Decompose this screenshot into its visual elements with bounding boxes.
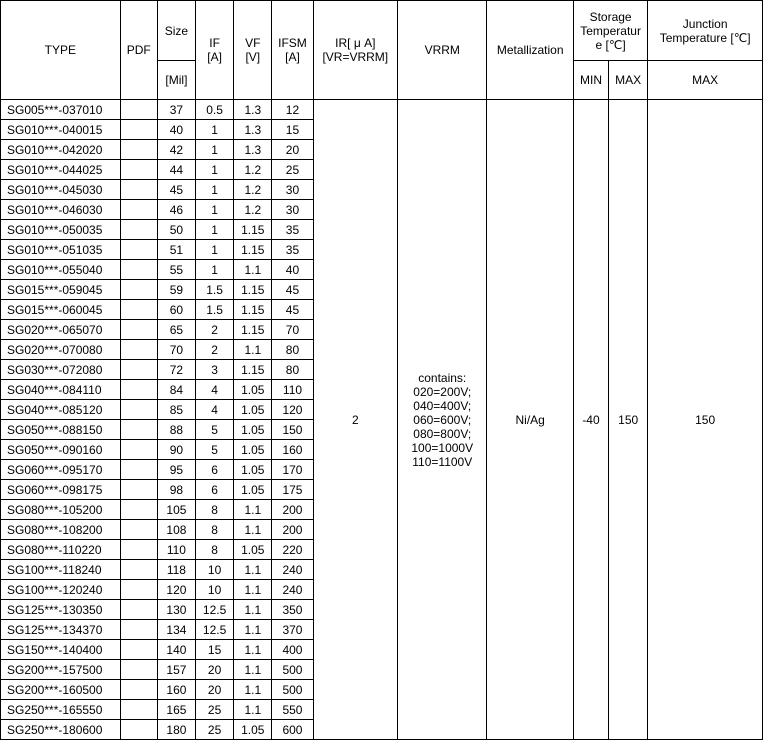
cell-pdf — [120, 700, 157, 720]
cell-type: SG010***-055040 — [1, 260, 121, 280]
cell-vf: 1.1 — [234, 560, 272, 580]
cell-size: 157 — [157, 660, 195, 680]
cell-pdf — [120, 320, 157, 340]
header-vrrm: VRRM — [398, 1, 487, 100]
cell-vf: 1.3 — [234, 100, 272, 120]
cell-size: 108 — [157, 520, 195, 540]
cell-if: 1 — [196, 220, 234, 240]
cell-size: 165 — [157, 700, 195, 720]
cell-ifsm: 30 — [272, 200, 313, 220]
cell-vf: 1.1 — [234, 700, 272, 720]
cell-if: 5 — [196, 420, 234, 440]
cell-pdf — [120, 720, 157, 740]
cell-size: 60 — [157, 300, 195, 320]
cell-type: SG005***-037010 — [1, 100, 121, 120]
cell-if: 1 — [196, 120, 234, 140]
cell-size: 98 — [157, 480, 195, 500]
cell-size: 120 — [157, 580, 195, 600]
cell-if: 25 — [196, 720, 234, 740]
cell-size: 84 — [157, 380, 195, 400]
cell-ifsm: 45 — [272, 300, 313, 320]
cell-if: 10 — [196, 580, 234, 600]
cell-vf: 1.15 — [234, 320, 272, 340]
cell-size: 44 — [157, 160, 195, 180]
cell-vf: 1.15 — [234, 220, 272, 240]
cell-type: SG020***-065070 — [1, 320, 121, 340]
cell-ifsm: 240 — [272, 560, 313, 580]
cell-type: SG150***-140400 — [1, 640, 121, 660]
cell-pdf — [120, 600, 157, 620]
cell-size: 160 — [157, 680, 195, 700]
cell-pdf — [120, 340, 157, 360]
header-pdf: PDF — [120, 1, 157, 100]
table-row — [1, 100, 763, 120]
cell-vf: 1.1 — [234, 640, 272, 660]
cell-ifsm: 110 — [272, 380, 313, 400]
cell-ifsm: 35 — [272, 220, 313, 240]
cell-ifsm: 30 — [272, 180, 313, 200]
cell-if: 1 — [196, 180, 234, 200]
header-metallization: Metallization — [487, 1, 573, 100]
cell-type: SG040***-085120 — [1, 400, 121, 420]
cell-type: SG010***-045030 — [1, 180, 121, 200]
cell-ifsm: 400 — [272, 640, 313, 660]
table-body — [1, 100, 763, 740]
cell-pdf — [120, 280, 157, 300]
cell-type: SG125***-130350 — [1, 600, 121, 620]
cell-vf: 1.1 — [234, 620, 272, 640]
cell-if: 25 — [196, 700, 234, 720]
cell-ifsm: 170 — [272, 460, 313, 480]
cell-type: SG250***-180600 — [1, 720, 121, 740]
cell-pdf — [120, 120, 157, 140]
cell-vf: 1.3 — [234, 140, 272, 160]
cell-ifsm: 35 — [272, 240, 313, 260]
cell-if: 3 — [196, 360, 234, 380]
cell-vf: 1.1 — [234, 500, 272, 520]
cell-size: 46 — [157, 200, 195, 220]
cell-type: SG060***-098175 — [1, 480, 121, 500]
cell-type: SG200***-160500 — [1, 680, 121, 700]
cell-type: SG100***-120240 — [1, 580, 121, 600]
cell-if: 6 — [196, 460, 234, 480]
header-type: TYPE — [1, 1, 121, 100]
cell-vf: 1.05 — [234, 440, 272, 460]
cell-ifsm: 25 — [272, 160, 313, 180]
cell-if: 10 — [196, 560, 234, 580]
cell-vf: 1.15 — [234, 360, 272, 380]
cell-ifsm: 15 — [272, 120, 313, 140]
cell-size: 45 — [157, 180, 195, 200]
cell-type: SG060***-095170 — [1, 460, 121, 480]
cell-size: 37 — [157, 100, 195, 120]
cell-size: 85 — [157, 400, 195, 420]
cell-pdf — [120, 580, 157, 600]
cell-vf: 1.2 — [234, 180, 272, 200]
cell-pdf — [120, 360, 157, 380]
header-if: IF [A] — [196, 1, 234, 100]
cell-pdf — [120, 180, 157, 200]
cell-pdf — [120, 140, 157, 160]
cell-if: 2 — [196, 340, 234, 360]
cell-if: 1.5 — [196, 300, 234, 320]
cell-type: SG010***-046030 — [1, 200, 121, 220]
cell-type: SG125***-134370 — [1, 620, 121, 640]
cell-type: SG015***-060045 — [1, 300, 121, 320]
cell-if: 1 — [196, 200, 234, 220]
cell-vf: 1.05 — [234, 480, 272, 500]
cell-ifsm: 20 — [272, 140, 313, 160]
cell-type: SG040***-084110 — [1, 380, 121, 400]
cell-pdf — [120, 620, 157, 640]
cell-size: 51 — [157, 240, 195, 260]
cell-ifsm: 370 — [272, 620, 313, 640]
cell-vf: 1.1 — [234, 580, 272, 600]
cell-pdf — [120, 520, 157, 540]
cell-storage-max: 150 — [609, 100, 648, 740]
cell-pdf — [120, 420, 157, 440]
cell-size: 105 — [157, 500, 195, 520]
cell-if: 20 — [196, 680, 234, 700]
cell-vf: 1.1 — [234, 260, 272, 280]
cell-type: SG080***-110220 — [1, 540, 121, 560]
cell-if: 5 — [196, 440, 234, 460]
cell-size: 118 — [157, 560, 195, 580]
cell-if: 12.5 — [196, 600, 234, 620]
header-vf: VF [V] — [234, 1, 272, 100]
cell-pdf — [120, 160, 157, 180]
cell-ifsm: 80 — [272, 340, 313, 360]
cell-ifsm: 200 — [272, 500, 313, 520]
cell-type: SG010***-050035 — [1, 220, 121, 240]
header-size-unit: [Mil] — [157, 61, 195, 100]
cell-pdf — [120, 220, 157, 240]
cell-storage-min: -40 — [573, 100, 608, 740]
cell-pdf — [120, 560, 157, 580]
cell-size: 65 — [157, 320, 195, 340]
cell-pdf — [120, 660, 157, 680]
header-storage-min: MIN — [573, 61, 608, 100]
cell-if: 1 — [196, 260, 234, 280]
cell-ifsm: 150 — [272, 420, 313, 440]
cell-ifsm: 120 — [272, 400, 313, 420]
cell-vf: 1.05 — [234, 420, 272, 440]
cell-if: 1 — [196, 160, 234, 180]
cell-vf: 1.15 — [234, 300, 272, 320]
cell-if: 1 — [196, 140, 234, 160]
cell-vf: 1.3 — [234, 120, 272, 140]
cell-pdf — [120, 440, 157, 460]
cell-vf: 1.1 — [234, 680, 272, 700]
cell-size: 42 — [157, 140, 195, 160]
cell-ifsm: 175 — [272, 480, 313, 500]
cell-pdf — [120, 240, 157, 260]
cell-ifsm: 220 — [272, 540, 313, 560]
cell-type: SG200***-157500 — [1, 660, 121, 680]
cell-if: 1.5 — [196, 280, 234, 300]
cell-pdf — [120, 300, 157, 320]
cell-size: 55 — [157, 260, 195, 280]
cell-ifsm: 600 — [272, 720, 313, 740]
cell-pdf — [120, 100, 157, 120]
header-ifsm: IFSM [A] — [272, 1, 313, 100]
header-storage-max: MAX — [609, 61, 648, 100]
cell-type: SG050***-090160 — [1, 440, 121, 460]
cell-if: 1 — [196, 240, 234, 260]
cell-vf: 1.15 — [234, 280, 272, 300]
cell-pdf — [120, 640, 157, 660]
cell-size: 95 — [157, 460, 195, 480]
cell-ifsm: 200 — [272, 520, 313, 540]
cell-ir: 2 — [313, 100, 397, 740]
cell-vf: 1.1 — [234, 520, 272, 540]
cell-size: 140 — [157, 640, 195, 660]
cell-type: SG080***-108200 — [1, 520, 121, 540]
cell-vf: 1.05 — [234, 380, 272, 400]
cell-pdf — [120, 540, 157, 560]
cell-vf: 1.05 — [234, 540, 272, 560]
cell-ifsm: 40 — [272, 260, 313, 280]
cell-vf: 1.05 — [234, 400, 272, 420]
cell-pdf — [120, 380, 157, 400]
cell-if: 8 — [196, 540, 234, 560]
cell-vf: 1.05 — [234, 720, 272, 740]
cell-type: SG050***-088150 — [1, 420, 121, 440]
cell-vf: 1.1 — [234, 600, 272, 620]
cell-if: 4 — [196, 380, 234, 400]
cell-size: 130 — [157, 600, 195, 620]
cell-size: 70 — [157, 340, 195, 360]
cell-vf: 1.1 — [234, 660, 272, 680]
cell-size: 180 — [157, 720, 195, 740]
cell-if: 15 — [196, 640, 234, 660]
cell-if: 4 — [196, 400, 234, 420]
cell-metallization: Ni/Ag — [487, 100, 573, 740]
cell-ifsm: 500 — [272, 680, 313, 700]
cell-size: 40 — [157, 120, 195, 140]
cell-type: SG250***-165550 — [1, 700, 121, 720]
cell-vf: 1.2 — [234, 160, 272, 180]
header-ir: IR[ μ A] [VR=VRRM] — [313, 1, 397, 100]
cell-if: 2 — [196, 320, 234, 340]
cell-if: 6 — [196, 480, 234, 500]
cell-vf: 1.15 — [234, 240, 272, 260]
cell-type: SG015***-059045 — [1, 280, 121, 300]
cell-type: SG010***-040015 — [1, 120, 121, 140]
cell-type: SG010***-042020 — [1, 140, 121, 160]
cell-if: 8 — [196, 520, 234, 540]
cell-size: 72 — [157, 360, 195, 380]
cell-pdf — [120, 400, 157, 420]
cell-ifsm: 160 — [272, 440, 313, 460]
cell-vf: 1.1 — [234, 340, 272, 360]
header-junction-temperature: Junction Temperature [℃] — [648, 1, 763, 61]
cell-if: 0.5 — [196, 100, 234, 120]
cell-pdf — [120, 200, 157, 220]
cell-pdf — [120, 480, 157, 500]
cell-size: 110 — [157, 540, 195, 560]
cell-vf: 1.2 — [234, 200, 272, 220]
cell-ifsm: 12 — [272, 100, 313, 120]
header-size: Size — [157, 1, 195, 61]
cell-size: 90 — [157, 440, 195, 460]
cell-size: 134 — [157, 620, 195, 640]
cell-vrrm: contains: 020=200V; 040=400V; 060=600V; 080=800V; 100=1000V 110=1100V — [398, 100, 487, 740]
cell-pdf — [120, 680, 157, 700]
cell-if: 20 — [196, 660, 234, 680]
cell-pdf — [120, 500, 157, 520]
cell-type: SG030***-072080 — [1, 360, 121, 380]
cell-type: SG010***-044025 — [1, 160, 121, 180]
cell-vf: 1.05 — [234, 460, 272, 480]
header-storage-temperature: Storage Temperatur e [℃] — [573, 1, 647, 61]
cell-ifsm: 70 — [272, 320, 313, 340]
cell-type: SG100***-118240 — [1, 560, 121, 580]
cell-ifsm: 45 — [272, 280, 313, 300]
cell-size: 59 — [157, 280, 195, 300]
cell-junction-max: 150 — [648, 100, 763, 740]
cell-if: 12.5 — [196, 620, 234, 640]
cell-ifsm: 500 — [272, 660, 313, 680]
cell-ifsm: 240 — [272, 580, 313, 600]
cell-type: SG080***-105200 — [1, 500, 121, 520]
cell-if: 8 — [196, 500, 234, 520]
cell-type: SG010***-051035 — [1, 240, 121, 260]
cell-ifsm: 80 — [272, 360, 313, 380]
header-junction-max: MAX — [648, 61, 763, 100]
cell-type: SG020***-070080 — [1, 340, 121, 360]
cell-ifsm: 350 — [272, 600, 313, 620]
cell-size: 50 — [157, 220, 195, 240]
cell-pdf — [120, 460, 157, 480]
cell-size: 88 — [157, 420, 195, 440]
cell-pdf — [120, 260, 157, 280]
cell-ifsm: 550 — [272, 700, 313, 720]
